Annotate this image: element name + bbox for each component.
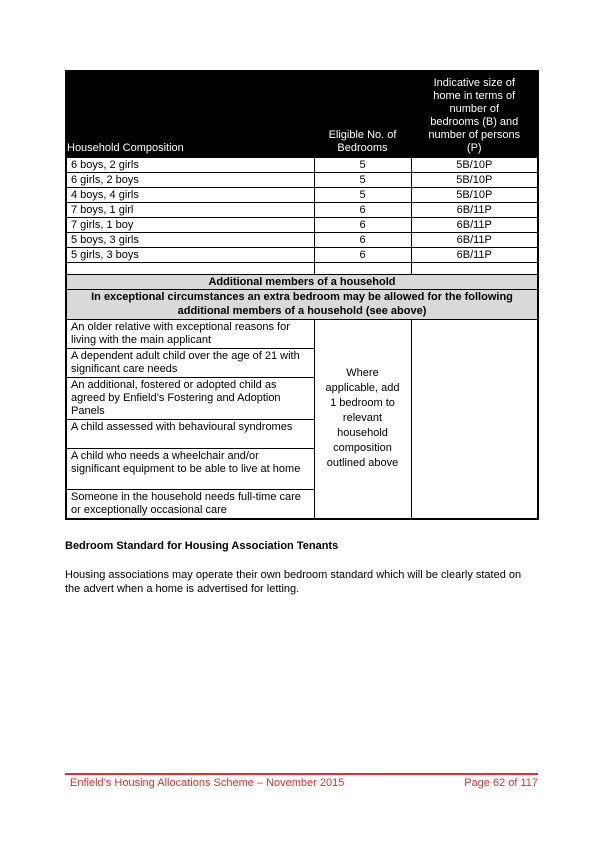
bedrooms-cell: 5 — [314, 172, 411, 187]
size-cell: 5B/10P — [411, 157, 538, 172]
additional-member-row — [66, 319, 538, 348]
spacer-cell — [411, 262, 538, 274]
size-cell: 5B/10P — [411, 187, 538, 202]
footer-page-number: Page 62 of 117 — [464, 777, 538, 789]
bedrooms-cell: 6 — [314, 232, 411, 247]
bedrooms-cell: 5 — [314, 157, 411, 172]
header-eligible-bedrooms: Eligible No. of Bedrooms — [314, 71, 411, 157]
household-cell: 5 girls, 3 boys — [66, 247, 314, 262]
member-cell: An additional, fostered or adopted child as agreed by Enfield’s Fostering and Adoption Panels — [66, 377, 314, 419]
spacer-cell — [314, 262, 411, 274]
member-cell: A dependent adult child over the age of 21 with significant care needs — [66, 348, 314, 377]
footer-document-title: Enfield’s Housing Allocations Scheme – November 2015 — [70, 777, 345, 789]
table-header-row — [66, 71, 538, 157]
table-row — [66, 202, 538, 217]
table-row — [66, 157, 538, 172]
table-row — [66, 187, 538, 202]
spacer-cell — [66, 262, 314, 274]
size-cell: 6B/11P — [411, 232, 538, 247]
page-footer — [65, 773, 538, 789]
header-indicative-size: Indicative size of home in terms of number of bedrooms (B) and number of persons (P) — [411, 71, 538, 157]
table-row — [66, 247, 538, 262]
household-cell: 6 girls, 2 boys — [66, 172, 314, 187]
size-cell: 6B/11P — [411, 202, 538, 217]
bedrooms-cell: 6 — [314, 202, 411, 217]
table-row — [66, 232, 538, 247]
exceptional-circumstances-text: In exceptional circumstances an extra bedroom may be allowed for the following additional members of a household (see above) — [66, 289, 538, 319]
bedroom-eligibility-table — [65, 70, 539, 520]
table-row — [66, 217, 538, 232]
size-cell: 6B/11P — [411, 217, 538, 232]
additional-members-title: Additional members of a household — [66, 274, 538, 289]
household-cell: 6 boys, 2 girls — [66, 157, 314, 172]
household-cell: 5 boys, 3 girls — [66, 232, 314, 247]
member-cell: Someone in the household needs full-time care or exceptionally occasional care — [66, 489, 314, 519]
add-bedroom-note: Where applicable, add 1 bedroom to relevant household composition outlined above — [314, 319, 411, 519]
additional-members-band — [66, 274, 538, 289]
exceptional-circumstances-band — [66, 289, 538, 319]
section-paragraph: Housing associations may operate their own bedroom standard which will be clearly stated on the advert when a home is advertised for letting. — [65, 569, 522, 595]
member-cell: A child who needs a wheelchair and/or significant equipment to be able to live at home — [66, 448, 314, 489]
household-cell: 7 girls, 1 boy — [66, 217, 314, 232]
size-cell: 6B/11P — [411, 247, 538, 262]
bedrooms-cell: 6 — [314, 217, 411, 232]
table-row — [66, 172, 538, 187]
section-heading: Bedroom Standard for Housing Association Tenants — [65, 540, 339, 552]
member-cell: A child assessed with behavioural syndromes — [66, 419, 314, 448]
size-cell: 5B/10P — [411, 172, 538, 187]
member-cell: An older relative with exceptional reasons for living with the main applicant — [66, 319, 314, 348]
spacer-row — [66, 262, 538, 274]
household-cell: 7 boys, 1 girl — [66, 202, 314, 217]
bedrooms-cell: 6 — [314, 247, 411, 262]
header-household-composition: Household Composition — [66, 71, 314, 157]
empty-size-cell — [411, 319, 538, 519]
bedrooms-cell: 5 — [314, 187, 411, 202]
household-cell: 4 boys, 4 girls — [66, 187, 314, 202]
